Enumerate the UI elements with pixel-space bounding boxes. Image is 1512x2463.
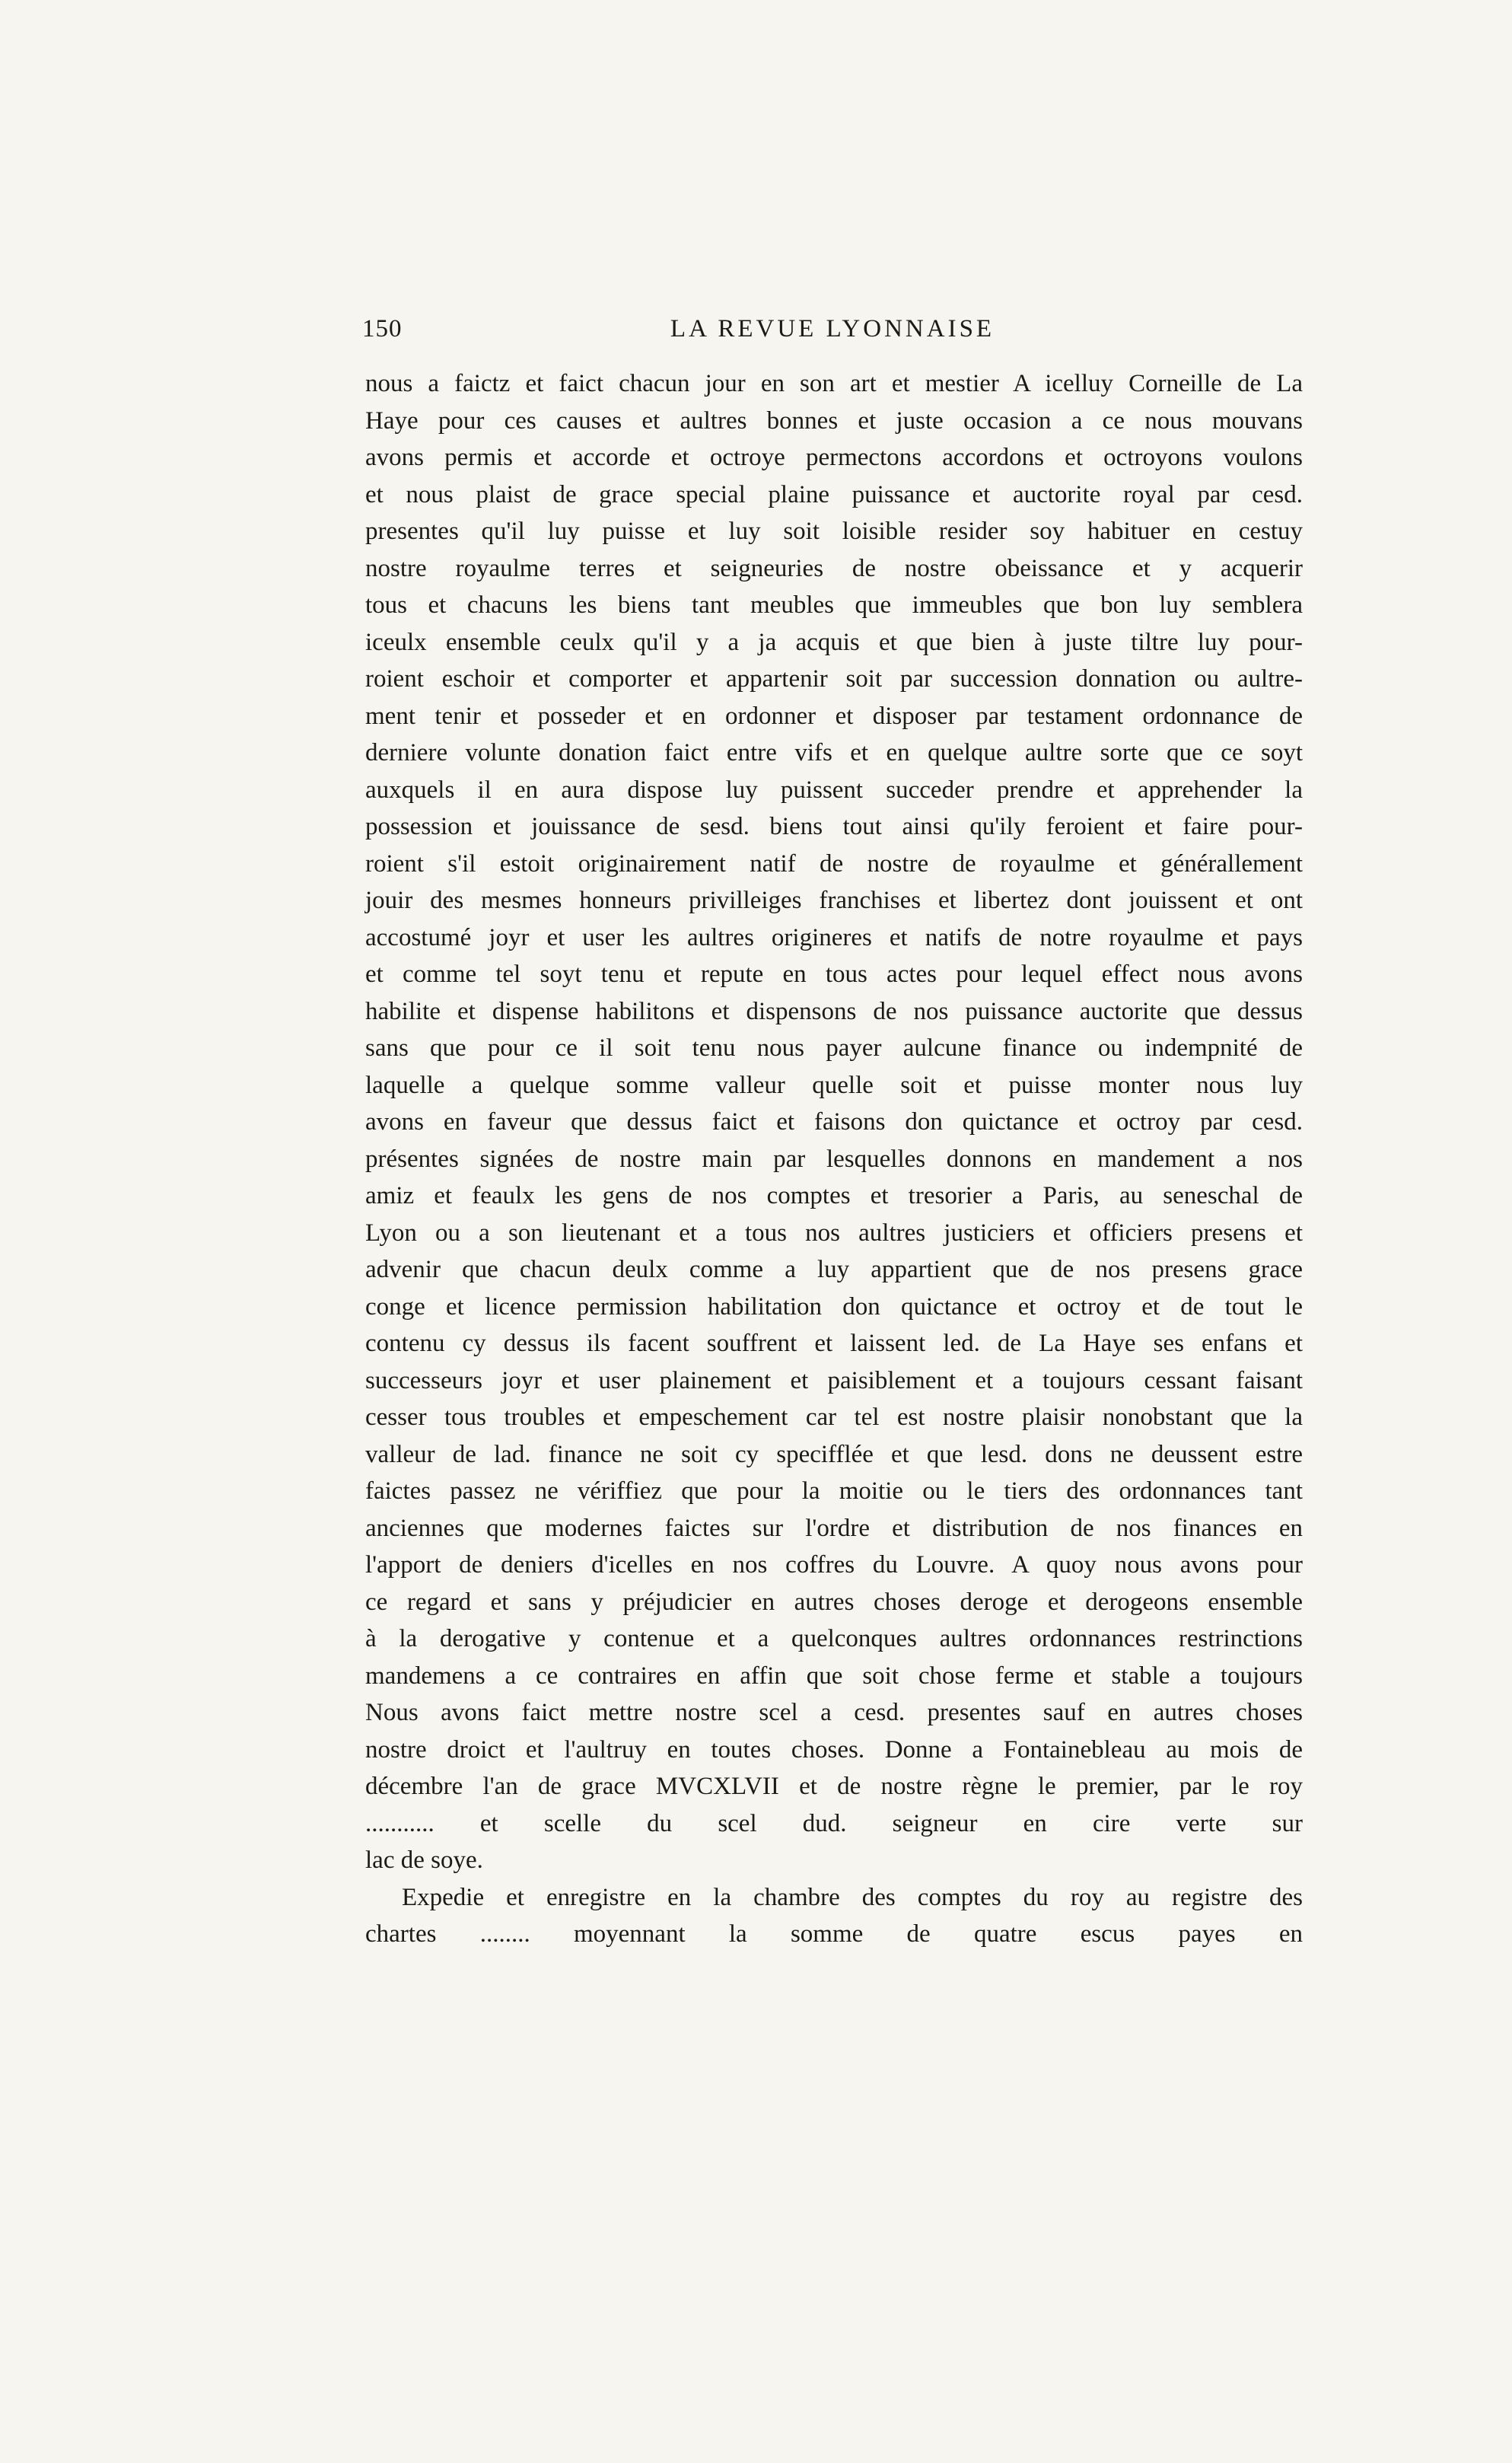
text-line: derniere volunte donation faict entre vifs et en quelque aultre sorte que ce soyt bbox=[365, 739, 1303, 766]
text-line: Nous avons faict mettre nostre scel a cesd. presentes sauf en autres choses bbox=[365, 1699, 1303, 1726]
text-line: Expedie et enregistre en la chambre des comptes du roy au registre des bbox=[402, 1883, 1303, 1911]
text-line: habilite et dispense habilitons et dispensons de nos puissance auctorite que dessus bbox=[365, 997, 1303, 1025]
text-line: presentes qu'il luy puisse et luy soit loisible resider soy habituer en cestuy bbox=[365, 518, 1303, 545]
text-line: à la derogative y contenue et a quelconques aultres ordonnances restrinctions bbox=[365, 1625, 1303, 1652]
body-text bbox=[365, 365, 1303, 1953]
text-line: ment tenir et posseder et en ordonner et disposer par testament ordonnance de bbox=[365, 702, 1303, 730]
text-line: et comme tel soyt tenu et repute en tous actes pour lequel effect nous avons bbox=[365, 961, 1303, 988]
text-line: cesser tous troubles et empeschement car tel est nostre plaisir nonobstant que la bbox=[365, 1404, 1303, 1431]
text-line: advenir que chacun deulx comme a luy appartient que de nos presens grace bbox=[365, 1256, 1303, 1283]
text-line: ce regard et sans y préjudicier en autres choses deroge et derogeons ensemble bbox=[365, 1588, 1303, 1616]
text-line: contenu cy dessus ils facent souffrent et laissent led. de La Haye ses enfans et bbox=[365, 1330, 1303, 1357]
text-line: nous a faictz et faict chacun jour en son art et mestier A icelluy Corneille de La bbox=[365, 370, 1303, 397]
page-header bbox=[362, 315, 1303, 355]
text-line: tous et chacuns les biens tant meubles que immeubles que bon luy semblera bbox=[365, 591, 1303, 619]
text-line: décembre l'an de grace MVCXLVII et de nostre règne le premier, par le roy bbox=[365, 1773, 1303, 1800]
text-line: Haye pour ces causes et aultres bonnes et juste occasion a ce nous mouvans bbox=[365, 406, 1303, 435]
paragraph-1 bbox=[365, 365, 1303, 1879]
text-line: nostre royaulme terres et seigneuries de nostre obeissance et y acquerir bbox=[365, 554, 1303, 582]
text-line: ........... et scelle du scel dud. seigneur en cire verte sur bbox=[365, 1809, 1303, 1837]
paragraph-2 bbox=[365, 1879, 1303, 1953]
text-line: l'apport de deniers d'icelles en nos coffres du Louvre. A quoy nous avons pour bbox=[365, 1551, 1303, 1579]
text-line: roient s'il estoit originairement natif de nostre de royaulme et générallement bbox=[365, 849, 1303, 878]
text-line: successeurs joyr et user plainement et paisiblement et a toujours cessant faisant bbox=[365, 1366, 1303, 1394]
text-line: anciennes que modernes faictes sur l'ordre et distribution de nos finances en bbox=[365, 1514, 1303, 1542]
text-line: laquelle a quelque somme valleur quelle soit et puisse monter nous luy bbox=[365, 1071, 1303, 1099]
text-line: et nous plaist de grace special plaine puissance et auctorite royal par cesd. bbox=[365, 480, 1303, 508]
text-line: roient eschoir et comporter et appartenir soit par succession donnation ou aultre- bbox=[365, 665, 1303, 693]
text-line: valleur de lad. finance ne soit cy specifflée et que lesd. dons ne deussent estre bbox=[365, 1440, 1303, 1468]
text-line: iceulx ensemble ceulx qu'il y a ja acquis et que bien à juste tiltre luy pour- bbox=[365, 628, 1303, 656]
text-line: accostumé joyr et user les aultres origineres et natifs de notre royaulme et pays bbox=[365, 923, 1303, 951]
text-line: avons en faveur que dessus faict et faisons don quictance et octroy par cesd. bbox=[365, 1108, 1303, 1136]
text-line: faictes passez ne vériffiez que pour la moitie ou le tiers des ordonnances tant bbox=[365, 1477, 1303, 1505]
text-line: amiz et feaulx les gens de nos comptes et tresorier a Paris, au seneschal de bbox=[365, 1182, 1303, 1209]
text-line: nostre droict et l'aultruy en toutes choses. Donne a Fontainebleau au mois de bbox=[365, 1735, 1303, 1764]
text-line: sans que pour ce il soit tenu nous payer aulcune finance ou indempnité de bbox=[365, 1034, 1303, 1062]
text-line: jouir des mesmes honneurs privilleiges franchises et libertez dont jouissent et ont bbox=[365, 887, 1303, 914]
page-number: 150 bbox=[362, 315, 403, 343]
text-line: auxquels il en aura dispose luy puissent succeder prendre et apprehender la bbox=[365, 776, 1303, 804]
text-line: chartes ........ moyennant la somme de quatre escus payes en bbox=[365, 1920, 1303, 1948]
text-line: possession et jouissance de sesd. biens tout ainsi qu'ily feroient et faire pour- bbox=[365, 813, 1303, 840]
text-line: présentes signées de nostre main par lesquelles donnons en mandement a nos bbox=[365, 1145, 1303, 1173]
text-line: conge et licence permission habilitation don quictance et octroy et de tout le bbox=[365, 1292, 1303, 1321]
text-line: lac de soye. bbox=[365, 1846, 483, 1874]
running-title: LA REVUE LYONNAISE bbox=[670, 315, 995, 343]
text-line: avons permis et accorde et octroye permectons accordons et octroyons voulons bbox=[365, 444, 1303, 471]
text-line: mandemens a ce contraires en affin que soit chose ferme et stable a toujours bbox=[365, 1662, 1303, 1690]
text-line: Lyon ou a son lieutenant et a tous nos aultres justiciers et officiers presens et bbox=[365, 1219, 1303, 1247]
